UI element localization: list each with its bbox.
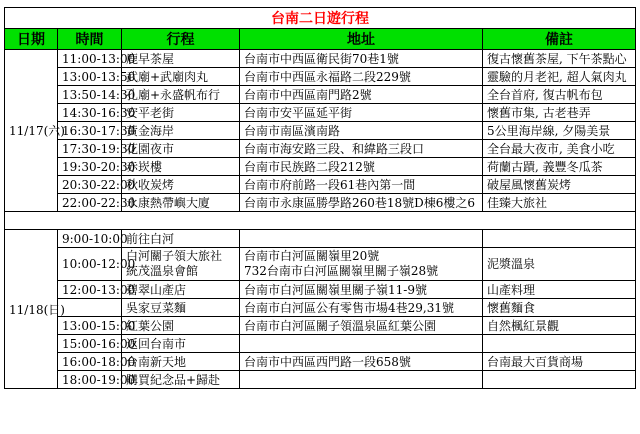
row-address: 台南市永康區勝學路260巷18號D棟6樓之6 bbox=[240, 194, 483, 212]
row-note bbox=[483, 371, 636, 389]
row-item: 返回台南市 bbox=[122, 335, 240, 353]
row-note: 台南最大百貨商場 bbox=[483, 353, 636, 371]
row-address-line2: 732台南市白河區關嶺里關子嶺28號 bbox=[244, 264, 439, 278]
row-address-line1: 台南市白河區關嶺里20號 bbox=[244, 249, 380, 263]
row-time: 12:00-13:00 bbox=[58, 281, 122, 299]
row-address: 台南市白河區關嶺里關子嶺11-9號 bbox=[240, 281, 483, 299]
row-time: 18:00-19:00 bbox=[58, 371, 122, 389]
table-row bbox=[5, 281, 636, 299]
row-address: 台南市民族路二段212號 bbox=[240, 158, 483, 176]
row-note: 破屋風懷舊炭烤 bbox=[483, 176, 636, 194]
table-row bbox=[5, 335, 636, 353]
row-item: 武廟+武廟肉丸 bbox=[122, 68, 240, 86]
row-address: 台南市中西區衛民街70巷1號 bbox=[240, 50, 483, 68]
table-row bbox=[5, 194, 636, 212]
row-item: 鹿早茶屋 bbox=[122, 50, 240, 68]
row-item: 台南新天地 bbox=[122, 353, 240, 371]
row-item-line2: 統茂溫泉會館 bbox=[126, 264, 199, 278]
row-note: 靈驗的月老祀, 超人氣肉丸 bbox=[483, 68, 636, 86]
table-row bbox=[5, 86, 636, 104]
row-note: 復古懷舊茶屋, 下午茶點心 bbox=[483, 50, 636, 68]
row-note bbox=[483, 230, 636, 248]
itinerary-table bbox=[4, 7, 636, 389]
day2-date: 11/18(日) bbox=[5, 230, 58, 389]
row-time bbox=[58, 299, 122, 317]
table-row bbox=[5, 248, 636, 281]
row-time: 19:30-20:30 bbox=[58, 158, 122, 176]
header-notes: 備註 bbox=[483, 29, 636, 50]
table-row bbox=[5, 68, 636, 86]
row-address: 台南市中西區永福路二段229號 bbox=[240, 68, 483, 86]
row-note: 山產料理 bbox=[483, 281, 636, 299]
row-note: 荷蘭古蹟, 義豐冬瓜茶 bbox=[483, 158, 636, 176]
row-address bbox=[240, 230, 483, 248]
row-time: 17:30-19:30 bbox=[58, 140, 122, 158]
table-row bbox=[5, 176, 636, 194]
row-time: 9:00-10:00 bbox=[58, 230, 122, 248]
row-item: 前往白河 bbox=[122, 230, 240, 248]
row-item: 孔廟+永盛帆布行 bbox=[122, 86, 240, 104]
row-item: 吳家豆菜麵 bbox=[122, 299, 240, 317]
header-time: 時間 bbox=[58, 29, 122, 50]
row-item: 安平老街 bbox=[122, 104, 240, 122]
table-row bbox=[5, 299, 636, 317]
row-time: 16:00-18:00 bbox=[58, 353, 122, 371]
day1-date: 11/17(六) bbox=[5, 50, 58, 212]
row-item: 永康熱帶嶼大廈 bbox=[122, 194, 240, 212]
row-time: 14:30-16:30 bbox=[58, 104, 122, 122]
row-time: 13:50-14:30 bbox=[58, 86, 122, 104]
separator-row bbox=[5, 212, 636, 230]
row-address: 台南市中西區南門路2號 bbox=[240, 86, 483, 104]
row-item: 紅葉公園 bbox=[122, 317, 240, 335]
row-time: 22:00-22:30 bbox=[58, 194, 122, 212]
row-item: 秋收炭烤 bbox=[122, 176, 240, 194]
row-address bbox=[240, 371, 483, 389]
row-item: 碧翠山產店 bbox=[122, 281, 240, 299]
table-title: 台南二日遊行程 bbox=[5, 8, 636, 29]
row-item bbox=[122, 248, 240, 281]
row-address: 台南市南區濱南路 bbox=[240, 122, 483, 140]
table-row bbox=[5, 353, 636, 371]
row-time: 16:30-17:30 bbox=[58, 122, 122, 140]
row-note: 泥漿溫泉 bbox=[483, 248, 636, 281]
row-item: 花園夜市 bbox=[122, 140, 240, 158]
row-item: 赤崁樓 bbox=[122, 158, 240, 176]
row-time: 11:00-13:00 bbox=[58, 50, 122, 68]
row-note: 懷舊市集, 古老巷弄 bbox=[483, 104, 636, 122]
table-row bbox=[5, 158, 636, 176]
row-time: 20:30-22:00 bbox=[58, 176, 122, 194]
row-note: 佳臻大旅社 bbox=[483, 194, 636, 212]
table-row bbox=[5, 104, 636, 122]
row-note: 5公里海岸線, 夕陽美景 bbox=[483, 122, 636, 140]
table-row bbox=[5, 230, 636, 248]
row-time: 15:00-16:00 bbox=[58, 335, 122, 353]
header-date: 日期 bbox=[5, 29, 58, 50]
row-address bbox=[240, 248, 483, 281]
row-address: 台南市中西區西門路一段658號 bbox=[240, 353, 483, 371]
table-row bbox=[5, 50, 636, 68]
row-note: 全台最大夜市, 美食小吃 bbox=[483, 140, 636, 158]
row-address: 台南市安平區延平街 bbox=[240, 104, 483, 122]
row-item: 購買紀念品+歸赴 bbox=[122, 371, 240, 389]
table-row bbox=[5, 122, 636, 140]
row-address: 台南市白河區關子領溫泉區紅葉公園 bbox=[240, 317, 483, 335]
row-note: 全台首府, 復古帆布包 bbox=[483, 86, 636, 104]
row-address: 台南市府前路一段61巷內第一間 bbox=[240, 176, 483, 194]
header-itinerary: 行程 bbox=[122, 29, 240, 50]
table-row bbox=[5, 140, 636, 158]
row-note: 懷舊麵食 bbox=[483, 299, 636, 317]
row-address bbox=[240, 335, 483, 353]
row-address: 台南市白河區公有零售市場4巷29,31號 bbox=[240, 299, 483, 317]
row-time: 13:00-13:50 bbox=[58, 68, 122, 86]
row-note: 自然楓紅景觀 bbox=[483, 317, 636, 335]
row-item-line1: 白河關子領大旅社 bbox=[126, 249, 223, 263]
row-note bbox=[483, 335, 636, 353]
row-address: 台南市海安路三段、和緯路三段口 bbox=[240, 140, 483, 158]
table-row bbox=[5, 371, 636, 389]
row-time: 13:00-15:00 bbox=[58, 317, 122, 335]
row-time: 10:00-12:00 bbox=[58, 248, 122, 281]
header-address: 地址 bbox=[240, 29, 483, 50]
table-row bbox=[5, 317, 636, 335]
row-item: 黃金海岸 bbox=[122, 122, 240, 140]
